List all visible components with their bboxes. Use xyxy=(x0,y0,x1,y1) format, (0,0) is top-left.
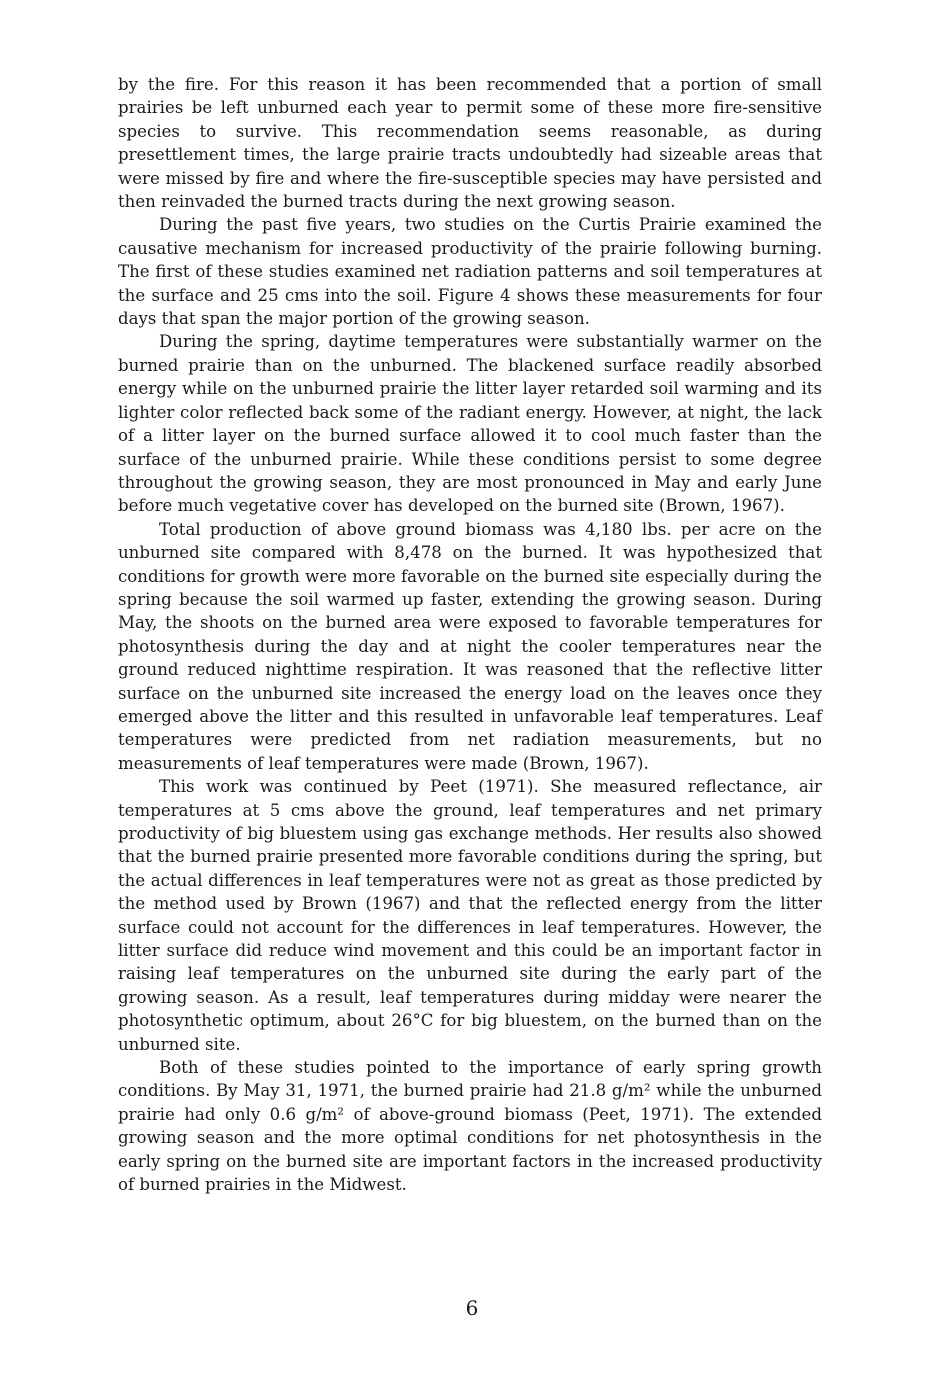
paragraph-continuation: by the fire. For this reason it has been recommended that a portion of small prairies be left unburned each year to permit some of these more fire-sensitive species to survive. This recommendation seems reasonable, as during presettlement times, the large prairie tracts undoubtedly had sizeable areas that were missed by fire and where the fire-susceptible species may have persisted and then reinvaded the burned tracts during the next growing season. xyxy=(118,75,822,212)
paragraph-spring-temperatures: During the spring, daytime temperatures were substantially warmer on the burned prairie than on the unburned. The blackened surface readily absorbed energy while on the unburned prairie the litter layer retarded soil warming and its lighter color reflected back some of the radiant energy. However, at night, the lack of a litter layer on the burned surface allowed it to cool much faster than the surface of the unburned prairie. While these conditions persist to some degree throughout the growing season, they are most pronounced in May and early June before much vegetative cover has developed on the burned site (Brown, 1967). xyxy=(118,332,822,516)
paragraph-curtis-prairie-studies: During the past five years, two studies on the Curtis Prairie examined the causative mechanism for increased productivity of the prairie following burning. The first of these studies examined net radiation patterns and soil temperatures at the surface and 25 cms into the soil. Figure 4 shows these measurements for four days that span the major portion of the growing season. xyxy=(118,215,822,329)
paragraph-peet-study: This work was continued by Peet (1971). She measured reflectance, air temperatures at 5 cms above the ground, leaf temperatures and net primary productivity of big bluestem using gas exchange methods. Her results also showed that the burned prairie presented more favorable conditions during the spring, but the actual differences in leaf temperatures were not as great as those predicted by the method used by Brown (1967) and that the reflected energy from the litter surface could not account for the differences in leaf temperatures. However, the litter surface did reduce wind movement and this could be an important factor in raising leaf temperatures on the unburned site during the early part of the growing season. As a result, leaf temperatures during midday were nearer the photosynthetic optimum, about 26°C for big bluestem, on the burned than on the unburned site. xyxy=(118,777,822,1054)
paragraph-biomass-production: Total production of above ground biomass was 4,180 lbs. per acre on the unburned site compared with 8,478 on the burned. It was hypothesized that conditions for growth were more favorable on the burned site especially during the spring because the soil warmed up faster, extending the growing season. During May, the shoots on the burned area were exposed to favorable temperatures for photosynthesis during the day and at night the cooler temperatures near the ground reduced nighttime respiration. It was reasoned that the reflective litter surface on the unburned site increased the energy load on the leaves once they emerged above the litter and this resulted in unfavorable leaf temperatures. Leaf temperatures were predicted from net radiation measurements, but no measurements of leaf temperatures were made (Brown, 1967). xyxy=(118,519,822,773)
page-number: 6 xyxy=(465,1296,479,1320)
body-text xyxy=(118,73,822,1197)
paragraph-conclusion: Both of these studies pointed to the importance of early spring growth conditions. By May 31, 1971, the burned prairie had 21.8 g/m² while the unburned prairie had only 0.6 g/m² of above-ground biomass (Peet, 1971). The extended growing season and the more optimal conditions for net photosynthesis in the early spring on the burned site are important factors in the increased productivity of burned prairies in the Midwest. xyxy=(118,1058,822,1195)
